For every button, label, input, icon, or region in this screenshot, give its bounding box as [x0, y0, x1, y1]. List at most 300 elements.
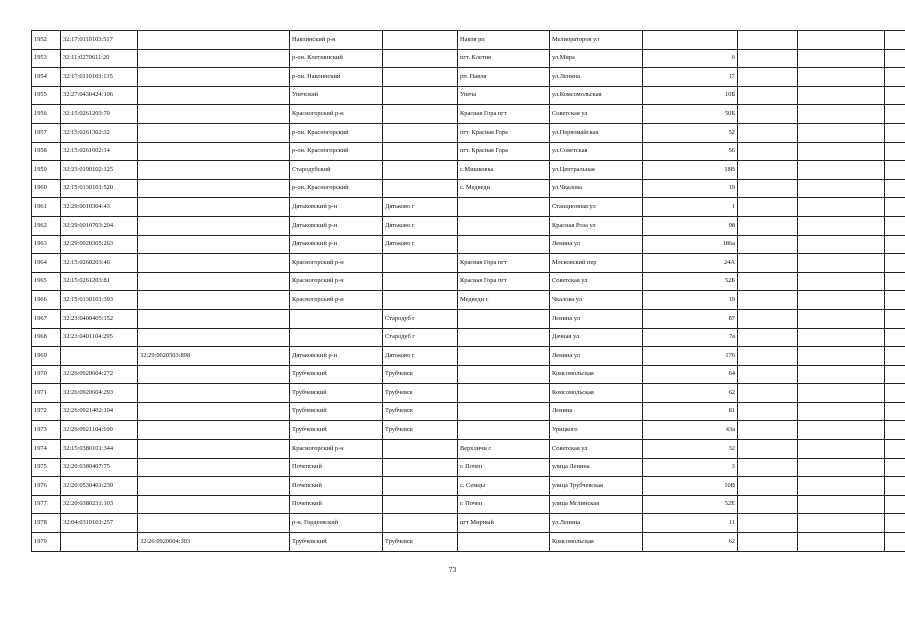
- cell-extra-col-1: [738, 477, 798, 496]
- cell-city: Трубчевск: [383, 402, 458, 421]
- table-row: [32, 49, 905, 68]
- cell-district: Трубчевский: [290, 402, 383, 421]
- cell-extra-col-1: [738, 458, 798, 477]
- cell-city: Трубчевск: [383, 533, 458, 552]
- cell-cadastral-number: 32:29:0010703:204: [61, 216, 138, 235]
- cell-extra-col-1: [738, 328, 798, 347]
- cell-cadastral-number: 32:11:0270611:20: [61, 49, 138, 68]
- cell-city: Трубчевск: [383, 421, 458, 440]
- table-row: [32, 142, 905, 161]
- cell-city: [383, 31, 458, 50]
- cell-cadastral-number-alt: [138, 49, 290, 68]
- cell-cadastral-number: 32:17:0110103:135: [61, 68, 138, 87]
- cell-house-number: 52: [643, 123, 738, 142]
- cell-extra-col-3: [885, 123, 905, 142]
- cell-extra-col-1: [738, 347, 798, 366]
- cell-district: р-он. Навлинский: [290, 68, 383, 87]
- cell-street: улица Трубчевская: [550, 477, 643, 496]
- cell-extra-col-3: [885, 31, 905, 50]
- cell-settlement: с. Семцы: [458, 477, 550, 496]
- cell-district: [290, 309, 383, 328]
- cell-settlement: [458, 384, 550, 403]
- table-row: [32, 533, 905, 552]
- cell-extra-col-1: [738, 142, 798, 161]
- cell-settlement: Навля рп: [458, 31, 550, 50]
- table-row: [32, 477, 905, 496]
- cell-extra-col-2: [798, 495, 885, 514]
- cell-extra-col-1: [738, 31, 798, 50]
- cell-city: [383, 495, 458, 514]
- cell-extra-col-3: [885, 365, 905, 384]
- cell-extra-col-1: [738, 384, 798, 403]
- cell-cadastral-number: 32:26:0920604:272: [61, 365, 138, 384]
- cell-street: Урицкого: [550, 421, 643, 440]
- table-row: [32, 309, 905, 328]
- cell-cadastral-number: 32:15:0380101:344: [61, 440, 138, 459]
- cell-cadastral-number: 32:23:0401104:295: [61, 328, 138, 347]
- table-row: [32, 216, 905, 235]
- cell-extra-col-1: [738, 86, 798, 105]
- cell-cadastral-number: 32:20:0380407:75: [61, 458, 138, 477]
- cell-extra-col-1: [738, 365, 798, 384]
- cell-extra-col-3: [885, 309, 905, 328]
- cell-cadastral-number: [61, 347, 138, 366]
- page-number: 73: [448, 565, 457, 574]
- cell-house-number: 64: [643, 365, 738, 384]
- cell-house-number: 62: [643, 384, 738, 403]
- cell-city: [383, 291, 458, 310]
- table-row: [32, 365, 905, 384]
- cell-extra-col-1: [738, 198, 798, 217]
- cell-extra-col-1: [738, 68, 798, 87]
- cell-row-number: 1953: [32, 49, 61, 68]
- cell-cadastral-number-alt: [138, 514, 290, 533]
- cell-extra-col-1: [738, 235, 798, 254]
- cell-house-number: [643, 31, 738, 50]
- cell-district: [290, 328, 383, 347]
- cell-extra-col-2: [798, 68, 885, 87]
- cell-cadastral-number-alt: [138, 495, 290, 514]
- cell-settlement: пгт Мирный: [458, 514, 550, 533]
- cell-extra-col-2: [798, 272, 885, 291]
- cell-district: р-он. Клетнянский: [290, 49, 383, 68]
- cell-district: Почепский: [290, 477, 383, 496]
- cell-street: ул.Центральная: [550, 161, 643, 180]
- cell-house-number: 56: [643, 142, 738, 161]
- cell-cadastral-number-alt: 32:26:0920604:303: [138, 533, 290, 552]
- cell-street: улица Ленина: [550, 458, 643, 477]
- cell-city: [383, 272, 458, 291]
- cell-cadastral-number-alt: [138, 142, 290, 161]
- cell-house-number: 186а: [643, 235, 738, 254]
- table-row: [32, 86, 905, 105]
- cell-street: Московский пер: [550, 254, 643, 273]
- cell-extra-col-2: [798, 31, 885, 50]
- cell-row-number: 1961: [32, 198, 61, 217]
- cell-cadastral-number: 32:15:0261602:14: [61, 142, 138, 161]
- cell-extra-col-1: [738, 495, 798, 514]
- cell-city: Стародуб г: [383, 328, 458, 347]
- cell-extra-col-1: [738, 161, 798, 180]
- cell-district: Стародубский: [290, 161, 383, 180]
- cell-row-number: 1952: [32, 31, 61, 50]
- cell-cadastral-number-alt: [138, 328, 290, 347]
- table-row: [32, 347, 905, 366]
- table-row: [32, 495, 905, 514]
- cell-house-number: 43а: [643, 421, 738, 440]
- cell-house-number: 7а: [643, 328, 738, 347]
- cell-row-number: 1966: [32, 291, 61, 310]
- cell-street: Мелиораторов ул: [550, 31, 643, 50]
- cell-extra-col-2: [798, 216, 885, 235]
- cell-extra-col-2: [798, 477, 885, 496]
- table-row: [32, 514, 905, 533]
- cell-street: Комсомольская: [550, 384, 643, 403]
- cell-extra-col-2: [798, 514, 885, 533]
- cell-extra-col-3: [885, 105, 905, 124]
- cell-cadastral-number: [61, 533, 138, 552]
- cell-street: Советская ул: [550, 105, 643, 124]
- cell-district: р-н. Гордеевский: [290, 514, 383, 533]
- cell-settlement: [458, 365, 550, 384]
- cell-row-number: 1976: [32, 477, 61, 496]
- cell-extra-col-3: [885, 254, 905, 273]
- cell-extra-col-1: [738, 123, 798, 142]
- cell-cadastral-number: 32:20:0380231:103: [61, 495, 138, 514]
- cell-district: Трубчевский: [290, 365, 383, 384]
- cell-city: [383, 179, 458, 198]
- cell-extra-col-3: [885, 495, 905, 514]
- cell-extra-col-2: [798, 440, 885, 459]
- cell-settlement: Красная Гора пгт: [458, 272, 550, 291]
- cell-district: Дятьковский р-н: [290, 198, 383, 217]
- cell-street: Советская ул: [550, 272, 643, 291]
- cell-extra-col-2: [798, 86, 885, 105]
- cell-district: Красногорский р-н: [290, 440, 383, 459]
- cell-settlement: [458, 198, 550, 217]
- table-row: [32, 402, 905, 421]
- cell-city: Дятьково г: [383, 235, 458, 254]
- cell-extra-col-3: [885, 291, 905, 310]
- cell-extra-col-2: [798, 161, 885, 180]
- cell-cadastral-number: 32:15:0130101:520: [61, 179, 138, 198]
- cell-extra-col-2: [798, 49, 885, 68]
- cell-extra-col-2: [798, 179, 885, 198]
- cell-city: [383, 86, 458, 105]
- cell-street: ул.Первомайская: [550, 123, 643, 142]
- cell-row-number: 1974: [32, 440, 61, 459]
- cell-row-number: 1979: [32, 533, 61, 552]
- cell-cadastral-number: 32:20:0530401:230: [61, 477, 138, 496]
- cell-extra-col-1: [738, 49, 798, 68]
- cell-cadastral-number-alt: [138, 179, 290, 198]
- cell-row-number: 1963: [32, 235, 61, 254]
- cell-street: Советская ул: [550, 440, 643, 459]
- cell-cadastral-number-alt: [138, 291, 290, 310]
- cell-district: Трубчевский: [290, 421, 383, 440]
- cell-settlement: Красная Гора пгт: [458, 105, 550, 124]
- table-row: [32, 179, 905, 198]
- cell-extra-col-2: [798, 235, 885, 254]
- cell-cadastral-number: 32:26:0921402:104: [61, 402, 138, 421]
- cell-row-number: 1957: [32, 123, 61, 142]
- cell-cadastral-number: 32:29:0010304:43: [61, 198, 138, 217]
- cell-district: р-он. Красногорский: [290, 142, 383, 161]
- cell-cadastral-number: 32:17:0110103:517: [61, 31, 138, 50]
- cell-house-number: 81: [643, 402, 738, 421]
- cell-cadastral-number-alt: [138, 384, 290, 403]
- cell-cadastral-number: 32:26:0920604:293: [61, 384, 138, 403]
- cell-extra-col-3: [885, 328, 905, 347]
- cell-district: Трубчевский: [290, 384, 383, 403]
- cell-extra-col-1: [738, 291, 798, 310]
- cell-cadastral-number-alt: [138, 477, 290, 496]
- cell-settlement: г. Почеп: [458, 458, 550, 477]
- cell-street: Ленина: [550, 402, 643, 421]
- cell-house-number: 98: [643, 216, 738, 235]
- cell-extra-col-3: [885, 347, 905, 366]
- cell-row-number: 1958: [32, 142, 61, 161]
- cell-district: Красногорский р-н: [290, 272, 383, 291]
- cell-extra-col-1: [738, 533, 798, 552]
- table-row: [32, 384, 905, 403]
- cell-cadastral-number-alt: [138, 105, 290, 124]
- cell-settlement: с. Медведи: [458, 179, 550, 198]
- cell-city: [383, 440, 458, 459]
- table-row: [32, 198, 905, 217]
- cell-settlement: рп. Навля: [458, 68, 550, 87]
- cell-extra-col-3: [885, 384, 905, 403]
- cell-district: Дятьковский р-н: [290, 216, 383, 235]
- cell-extra-col-3: [885, 402, 905, 421]
- cell-extra-col-2: [798, 309, 885, 328]
- cell-street: Чкалова ул: [550, 291, 643, 310]
- cell-district: р-он. Красногорский: [290, 123, 383, 142]
- cell-row-number: 1959: [32, 161, 61, 180]
- cell-cadastral-number-alt: [138, 440, 290, 459]
- cell-city: Трубчевск: [383, 384, 458, 403]
- cell-row-number: 1973: [32, 421, 61, 440]
- cell-district: Трубчевский: [290, 533, 383, 552]
- cell-settlement: [458, 347, 550, 366]
- cell-city: Трубчевск: [383, 365, 458, 384]
- cell-street: ул.Ленина: [550, 68, 643, 87]
- cell-extra-col-1: [738, 421, 798, 440]
- cell-house-number: 50Б: [643, 105, 738, 124]
- cell-house-number: 52Б: [643, 272, 738, 291]
- cell-extra-col-1: [738, 272, 798, 291]
- table-row: [32, 328, 905, 347]
- cell-house-number: 87: [643, 309, 738, 328]
- cell-cadastral-number-alt: [138, 198, 290, 217]
- table-row: [32, 68, 905, 87]
- cell-extra-col-3: [885, 142, 905, 161]
- cell-extra-col-3: [885, 161, 905, 180]
- registry-table: [31, 30, 905, 552]
- cell-cadastral-number: 32:29:0020305:263: [61, 235, 138, 254]
- cell-extra-col-3: [885, 477, 905, 496]
- cell-house-number: 24А: [643, 254, 738, 273]
- cell-house-number: 19: [643, 179, 738, 198]
- table-row: [32, 421, 905, 440]
- cell-city: [383, 123, 458, 142]
- cell-district: р-он. Красногорский: [290, 179, 383, 198]
- cell-row-number: 1975: [32, 458, 61, 477]
- cell-extra-col-1: [738, 105, 798, 124]
- cell-house-number: 19: [643, 291, 738, 310]
- cell-street: ул.Ленина: [550, 514, 643, 533]
- cell-house-number: 176: [643, 347, 738, 366]
- cell-district: Дятьковский р-н: [290, 347, 383, 366]
- cell-district: Унечский: [290, 86, 383, 105]
- cell-cadastral-number-alt: [138, 458, 290, 477]
- cell-house-number: 3: [643, 458, 738, 477]
- cell-street: ул.Советская: [550, 142, 643, 161]
- cell-city: Дятьково г: [383, 198, 458, 217]
- cell-extra-col-2: [798, 421, 885, 440]
- cell-extra-col-2: [798, 365, 885, 384]
- cell-district: Красногорский р-н: [290, 291, 383, 310]
- cell-row-number: 1977: [32, 495, 61, 514]
- cell-row-number: 1971: [32, 384, 61, 403]
- cell-cadastral-number-alt: [138, 161, 290, 180]
- cell-extra-col-1: [738, 402, 798, 421]
- cell-cadastral-number: 32:15:0261203:81: [61, 272, 138, 291]
- cell-row-number: 1962: [32, 216, 61, 235]
- cell-extra-col-3: [885, 216, 905, 235]
- table-row: [32, 254, 905, 273]
- table-row: [32, 458, 905, 477]
- cell-street: Красная Роза ул: [550, 216, 643, 235]
- cell-street: Ленина ул: [550, 309, 643, 328]
- cell-row-number: 1972: [32, 402, 61, 421]
- cell-city: Дятьково г: [383, 216, 458, 235]
- cell-cadastral-number: 32:23:0400405:152: [61, 309, 138, 328]
- cell-extra-col-3: [885, 440, 905, 459]
- cell-settlement: [458, 533, 550, 552]
- cell-cadastral-number: 32:15:0261302:32: [61, 123, 138, 142]
- cell-extra-col-2: [798, 402, 885, 421]
- cell-extra-col-2: [798, 328, 885, 347]
- cell-cadastral-number: 32:26:0921104:100: [61, 421, 138, 440]
- cell-row-number: 1955: [32, 86, 61, 105]
- cell-settlement: пгт. Красная Гора: [458, 142, 550, 161]
- cell-cadastral-number-alt: [138, 365, 290, 384]
- cell-row-number: 1964: [32, 254, 61, 273]
- cell-extra-col-3: [885, 458, 905, 477]
- cell-house-number: 10В: [643, 477, 738, 496]
- table-row: [32, 31, 905, 50]
- cell-settlement: Унеча: [458, 86, 550, 105]
- cell-extra-col-3: [885, 421, 905, 440]
- cell-city: [383, 254, 458, 273]
- cell-extra-col-2: [798, 254, 885, 273]
- cell-settlement: Красная Гора пгт: [458, 254, 550, 273]
- cell-extra-col-2: [798, 142, 885, 161]
- table-row: [32, 123, 905, 142]
- cell-settlement: [458, 309, 550, 328]
- cell-row-number: 1956: [32, 105, 61, 124]
- cell-street: Станционная ул: [550, 198, 643, 217]
- cell-extra-col-2: [798, 458, 885, 477]
- cell-house-number: 10Б: [643, 86, 738, 105]
- cell-cadastral-number-alt: [138, 86, 290, 105]
- cell-settlement: [458, 328, 550, 347]
- cell-city: [383, 477, 458, 496]
- cell-cadastral-number-alt: [138, 309, 290, 328]
- cell-settlement: с.Мишковка: [458, 161, 550, 180]
- cell-extra-col-3: [885, 533, 905, 552]
- cell-cadastral-number-alt: [138, 421, 290, 440]
- table-row: [32, 235, 905, 254]
- cell-district: Почепский: [290, 458, 383, 477]
- cell-house-number: 11: [643, 514, 738, 533]
- cell-extra-col-1: [738, 309, 798, 328]
- cell-street: ул.Мира: [550, 49, 643, 68]
- cell-extra-col-2: [798, 105, 885, 124]
- cell-settlement: пгт. Клетня: [458, 49, 550, 68]
- cell-street: Ленина ул: [550, 347, 643, 366]
- cell-street: Комсомольская: [550, 533, 643, 552]
- cell-district: Красногорский р-н: [290, 105, 383, 124]
- cell-cadastral-number: 32:27:0430424:106: [61, 86, 138, 105]
- cell-extra-col-1: [738, 514, 798, 533]
- cell-street: Комсомольская: [550, 365, 643, 384]
- cell-row-number: 1954: [32, 68, 61, 87]
- cell-cadastral-number-alt: [138, 235, 290, 254]
- cell-city: [383, 105, 458, 124]
- cell-cadastral-number: 32:23:0190102:125: [61, 161, 138, 180]
- cell-extra-col-2: [798, 123, 885, 142]
- cell-street: Дачная ул: [550, 328, 643, 347]
- cell-cadastral-number: 32:15:0261203:70: [61, 105, 138, 124]
- cell-cadastral-number-alt: [138, 123, 290, 142]
- cell-cadastral-number: 32:04:0310101:257: [61, 514, 138, 533]
- cell-row-number: 1978: [32, 514, 61, 533]
- cell-house-number: 17: [643, 68, 738, 87]
- cell-cadastral-number: 32:15:0130101:393: [61, 291, 138, 310]
- cell-extra-col-1: [738, 254, 798, 273]
- cell-city: Стародуб г: [383, 309, 458, 328]
- cell-row-number: 1970: [32, 365, 61, 384]
- table-row: [32, 161, 905, 180]
- cell-street: улица Мглинская: [550, 495, 643, 514]
- cell-settlement: [458, 216, 550, 235]
- cell-cadastral-number-alt: [138, 216, 290, 235]
- table-row: [32, 272, 905, 291]
- cell-cadastral-number: 32:15:0260203:46: [61, 254, 138, 273]
- cell-street: ул.Комсомольская: [550, 86, 643, 105]
- cell-row-number: 1965: [32, 272, 61, 291]
- cell-extra-col-1: [738, 216, 798, 235]
- cell-cadastral-number-alt: [138, 68, 290, 87]
- cell-city: [383, 514, 458, 533]
- cell-city: Дятьково г: [383, 347, 458, 366]
- cell-extra-col-2: [798, 384, 885, 403]
- cell-settlement: пгт. Красная Гора: [458, 123, 550, 142]
- cell-district: Красногорский р-н: [290, 254, 383, 273]
- cell-street: ул.Чкалова: [550, 179, 643, 198]
- cell-extra-col-3: [885, 68, 905, 87]
- cell-district: Дятьковский р-н: [290, 235, 383, 254]
- cell-settlement: [458, 421, 550, 440]
- cell-extra-col-3: [885, 198, 905, 217]
- cell-row-number: 1967: [32, 309, 61, 328]
- cell-settlement: Медведи с: [458, 291, 550, 310]
- cell-extra-col-2: [798, 198, 885, 217]
- cell-city: [383, 49, 458, 68]
- cell-extra-col-3: [885, 86, 905, 105]
